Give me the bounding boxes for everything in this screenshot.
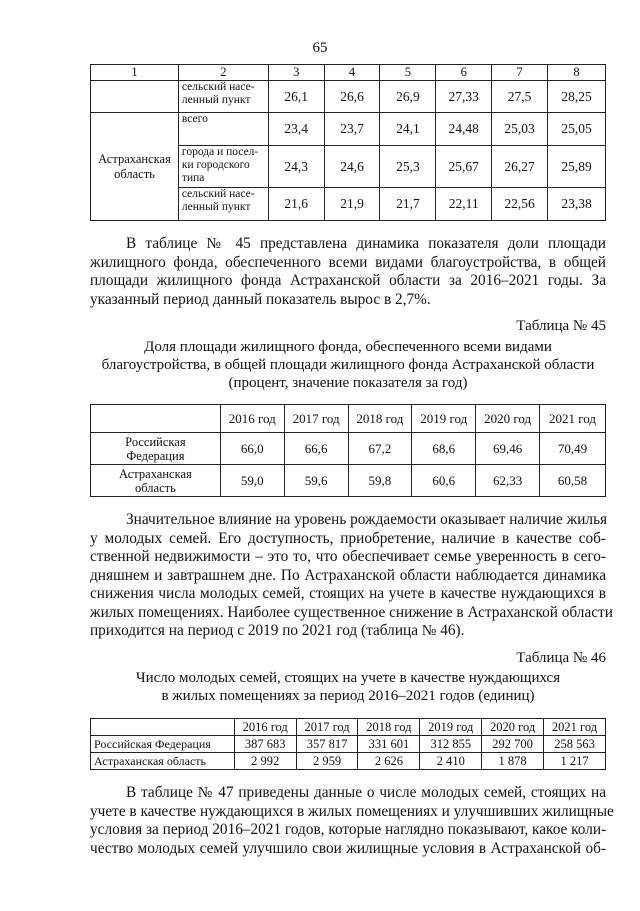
empty-cell bbox=[91, 719, 235, 736]
paragraph: В таблице № 45 представлена динамика показателя доли площади жилищного фонда, обеспеченного всеми видами благоустройства, в общей площади жилищного фонда Астраханской области за 2016–2021 годы. За указанный период данный показатель вырос в 2,7%. bbox=[90, 235, 606, 308]
value-cell: 357 817 bbox=[296, 736, 358, 753]
table-row bbox=[91, 753, 606, 770]
value-cell: 60,58 bbox=[540, 465, 606, 497]
row-name: Российская Федерация bbox=[91, 433, 221, 465]
value-cell: 2 410 bbox=[420, 753, 482, 770]
row-name: Российская Федерация bbox=[91, 736, 235, 753]
year-header: 2021 год bbox=[540, 405, 606, 433]
year-header: 2021 год bbox=[544, 719, 606, 736]
table-continuation bbox=[90, 64, 606, 221]
value-cell: 21,9 bbox=[324, 188, 380, 221]
year-header: 2019 год bbox=[420, 719, 482, 736]
page-number: 65 bbox=[312, 40, 328, 56]
category-cell: всего bbox=[178, 113, 268, 146]
year-header: 2020 год bbox=[476, 405, 540, 433]
category-cell: сельский насе- ленный пункт bbox=[178, 81, 268, 113]
value-cell: 312 855 bbox=[420, 736, 482, 753]
table-title: Число молодых семей, стоящих на учете в качестве нуждающихся в жилых помещениях за период 2016–2021 годов (единиц) bbox=[135, 670, 561, 704]
value-cell: 62,33 bbox=[476, 465, 540, 497]
value-cell: 59,8 bbox=[348, 465, 412, 497]
value-cell: 292 700 bbox=[482, 736, 544, 753]
value-cell: 26,6 bbox=[324, 81, 380, 113]
table-label: Таблица № 46 bbox=[516, 650, 606, 666]
row-name: Астраханская область bbox=[91, 465, 221, 497]
value-cell: 69,46 bbox=[476, 433, 540, 465]
value-cell: 68,6 bbox=[412, 433, 476, 465]
value-cell: 24,6 bbox=[324, 146, 380, 188]
value-cell: 1 878 bbox=[482, 753, 544, 770]
value-cell: 23,7 bbox=[324, 113, 380, 146]
year-header: 2016 год bbox=[234, 719, 296, 736]
table-header-row bbox=[91, 65, 606, 81]
year-header: 2018 год bbox=[348, 405, 412, 433]
value-cell: 387 683 bbox=[234, 736, 296, 753]
header-cell: 1 bbox=[91, 65, 179, 81]
header-cell: 3 bbox=[268, 65, 324, 81]
value-cell: 70,49 bbox=[540, 433, 606, 465]
year-header: 2017 год bbox=[296, 719, 358, 736]
value-cell: 67,2 bbox=[348, 433, 412, 465]
value-cell: 27,33 bbox=[436, 81, 492, 113]
table-row bbox=[91, 433, 606, 465]
value-cell: 24,3 bbox=[268, 146, 324, 188]
year-header: 2020 год bbox=[482, 719, 544, 736]
value-cell: 21,7 bbox=[380, 188, 436, 221]
year-header: 2016 год bbox=[220, 405, 284, 433]
value-cell: 25,05 bbox=[548, 113, 606, 146]
table-title: Доля площади жилищного фонда, обеспеченного всеми видами благоустройства, в общей площади жилищного фонда Астраханской области (процент, значение показателя за год) bbox=[101, 339, 595, 391]
value-cell: 23,38 bbox=[548, 188, 606, 221]
value-cell: 24,1 bbox=[380, 113, 436, 146]
row-name: Астраханская область bbox=[91, 753, 235, 770]
header-cell: 5 bbox=[380, 65, 436, 81]
value-cell: 59,6 bbox=[284, 465, 348, 497]
value-cell: 28,25 bbox=[548, 81, 606, 113]
value-cell: 25,89 bbox=[548, 146, 606, 188]
value-cell: 59,0 bbox=[220, 465, 284, 497]
value-cell: 60,6 bbox=[412, 465, 476, 497]
header-cell: 2 bbox=[178, 65, 268, 81]
table-row bbox=[91, 113, 606, 146]
value-cell: 27,5 bbox=[492, 81, 548, 113]
year-header: 2017 год bbox=[284, 405, 348, 433]
empty-cell bbox=[91, 405, 221, 433]
value-cell: 22,11 bbox=[436, 188, 492, 221]
table-45 bbox=[90, 404, 606, 497]
value-cell: 2 992 bbox=[234, 753, 296, 770]
category-cell: города и посел- ки городского типа bbox=[178, 146, 268, 188]
category-cell: сельский насе- ленный пункт bbox=[178, 188, 268, 221]
value-cell: 26,9 bbox=[380, 81, 436, 113]
value-cell: 25,3 bbox=[380, 146, 436, 188]
region-cell: Астраханская область bbox=[91, 113, 179, 221]
table-row bbox=[91, 81, 606, 113]
empty-cell bbox=[91, 81, 179, 113]
value-cell: 25,67 bbox=[436, 146, 492, 188]
table-label: Таблица № 45 bbox=[516, 318, 606, 334]
value-cell: 258 563 bbox=[544, 736, 606, 753]
table-row bbox=[91, 736, 606, 753]
value-cell: 26,1 bbox=[268, 81, 324, 113]
value-cell: 2 626 bbox=[358, 753, 420, 770]
table-row bbox=[91, 465, 606, 497]
value-cell: 2 959 bbox=[296, 753, 358, 770]
year-header: 2018 год bbox=[358, 719, 420, 736]
header-cell: 6 bbox=[436, 65, 492, 81]
table-46 bbox=[90, 718, 606, 770]
table-header-row bbox=[91, 719, 606, 736]
value-cell: 25,03 bbox=[492, 113, 548, 146]
value-cell: 66,6 bbox=[284, 433, 348, 465]
paragraph: В таблице № 47 приведены данные о числе молодых семей, стоящих на учете в качестве нуждающихся в жилых помещениях и улучшивших жилищные условия за период 2016–2021 годов, которые наглядно показывают, какое коли- чество молодых семей улучшило свои жилищные условия в Астраханской об- bbox=[90, 784, 614, 857]
value-cell: 26,27 bbox=[492, 146, 548, 188]
value-cell: 23,4 bbox=[268, 113, 324, 146]
value-cell: 66,0 bbox=[220, 433, 284, 465]
value-cell: 21,6 bbox=[268, 188, 324, 221]
value-cell: 331 601 bbox=[358, 736, 420, 753]
value-cell: 22,56 bbox=[492, 188, 548, 221]
table-header-row bbox=[91, 405, 606, 433]
value-cell: 1 217 bbox=[544, 753, 606, 770]
header-cell: 8 bbox=[548, 65, 606, 81]
header-cell: 4 bbox=[324, 65, 380, 81]
paragraph: Значительное влияние на уровень рождаемости оказывает наличие жилья у молодых семей. Его доступность, приобретение, наличие в качестве соб- ственной недвижимости – это то, что обеспечивает семье уверенность в сего- дняшнем и завтрашнем дне. По Астраханской области наблюдается динамика снижения числа молодых семей, стоящих на учете в качестве нуждающихся в жилых помещениях. Наиболее существенное снижение в Астраханской области приходится на период с 2019 по 2021 год (таблица № 46). bbox=[90, 511, 613, 639]
value-cell: 24,48 bbox=[436, 113, 492, 146]
year-header: 2019 год bbox=[412, 405, 476, 433]
header-cell: 7 bbox=[492, 65, 548, 81]
